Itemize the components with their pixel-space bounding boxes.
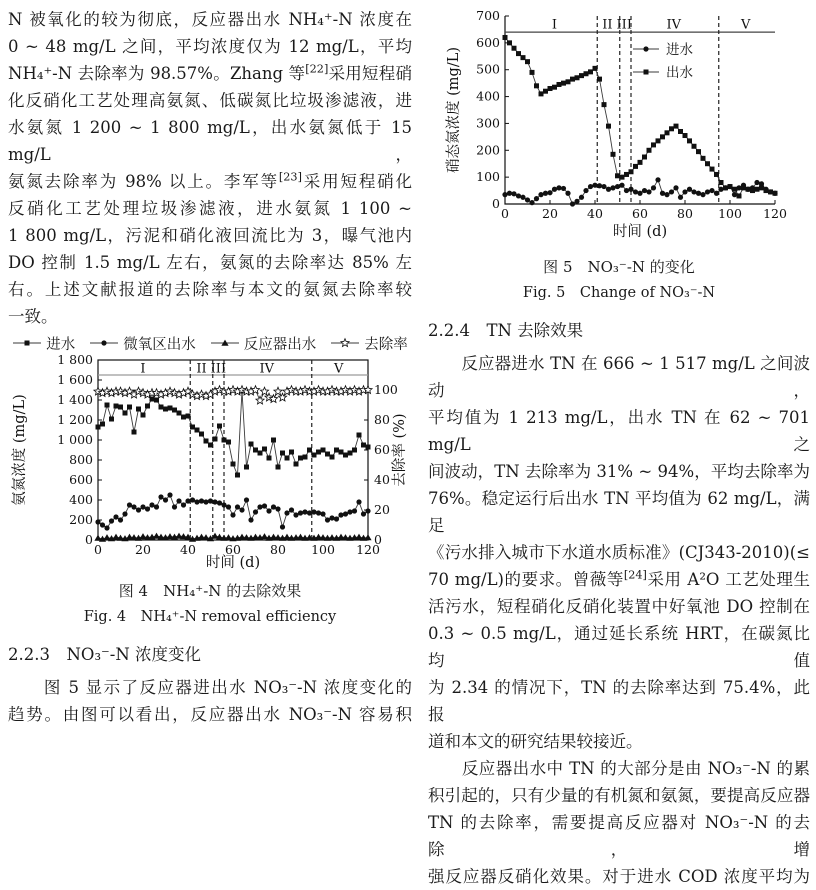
- figure4-caption-zh: 图 4 NH₄⁺-N 的去除效果: [118, 582, 302, 600]
- svg-text:出水: 出水: [666, 65, 693, 81]
- section-2-2-4-heading: 2.2.4 TN 去除效果: [428, 321, 584, 340]
- svg-text:硝态氮浓度 (mg/L): 硝态氮浓度 (mg/L): [446, 47, 462, 173]
- body-paragraph-no3: [8, 674, 412, 728]
- svg-text:0: 0: [501, 206, 509, 221]
- square-marker-icon: [12, 337, 42, 349]
- text-line: 为 2.34 的情况下，TN 的去除率达到 75.4%，此报: [428, 678, 810, 724]
- text-line: 强反应器反硝化效果。对于进水 COD 浓度平均为: [428, 867, 810, 886]
- text-line: 0 ~ 48 mg/L 之间，平均浓度仅为 12 mg/L，平均: [8, 37, 412, 56]
- svg-text:II: II: [602, 17, 613, 33]
- svg-text:20: 20: [135, 542, 151, 557]
- text-line: 氨氮去除率为 98% 以上。李军等[23]采用短程硝化: [8, 170, 412, 191]
- figure4-legend: [8, 334, 412, 352]
- legend-label: 反应器出水: [243, 336, 317, 353]
- figure-5: [428, 6, 810, 304]
- figure-4: [8, 334, 412, 628]
- text-line: 趋势。由图可以看出，反应器出水 NO₃⁻-N 容易积: [8, 705, 412, 724]
- svg-text:40: 40: [180, 542, 196, 557]
- svg-text:去除率 (%): 去除率 (%): [392, 413, 408, 487]
- text-line: 反应器进水 TN 在 666 ~ 1 517 mg/L 之间波动，: [428, 354, 810, 400]
- svg-text:40: 40: [587, 206, 603, 221]
- text-line: 反硝化工艺处理垃圾渗滤液，进水氨氮 1 100 ~: [8, 199, 412, 218]
- svg-text:700: 700: [476, 8, 500, 23]
- svg-text:80: 80: [270, 542, 286, 557]
- legend-item: [210, 333, 317, 354]
- svg-text:1 600: 1 600: [57, 372, 93, 387]
- figure5-caption-zh: 图 5 NO₃⁻-N 的变化: [543, 258, 695, 276]
- svg-text:120: 120: [356, 542, 380, 557]
- body-paragraph-tn-2: [428, 755, 810, 890]
- text-line: 活污水，短程硝化反硝化装置中好氧池 DO 控制在: [428, 597, 810, 616]
- svg-text:1 000: 1 000: [57, 432, 93, 447]
- svg-text:I: I: [551, 17, 558, 33]
- text-line: 平均值为 1 213 mg/L，出水 TN 在 62 ~ 701 mg/L 之: [428, 408, 810, 454]
- svg-text:IV: IV: [666, 17, 682, 33]
- svg-text:60: 60: [632, 206, 648, 221]
- svg-text:400: 400: [69, 492, 93, 507]
- svg-text:800: 800: [69, 452, 93, 467]
- svg-text:100: 100: [374, 382, 398, 397]
- star-marker-icon: [330, 337, 360, 349]
- svg-text:0: 0: [374, 532, 382, 547]
- figure5-chart: [428, 6, 810, 252]
- text-line: 70 mg/L)的要求。曾薇等[24]采用 A²O 工艺处理生: [428, 568, 810, 589]
- legend-item: [330, 333, 408, 354]
- svg-text:20: 20: [374, 502, 390, 517]
- svg-text:1 400: 1 400: [57, 392, 93, 407]
- text-line: 水氨氮 1 200 ~ 1 800 mg/L，出水氨氮低于 15 mg/L，: [8, 118, 412, 164]
- svg-text:时间 (d): 时间 (d): [612, 224, 668, 240]
- svg-text:120: 120: [763, 206, 787, 221]
- svg-text:氨氮浓度 (mg/L): 氨氮浓度 (mg/L): [12, 394, 28, 506]
- text-line: 右。上述文献报道的去除率与本文的氨氮去除率较: [8, 280, 412, 299]
- svg-text:V: V: [741, 17, 751, 33]
- text-line: 间波动，TN 去除率为 31% ~ 94%，平均去除率为: [428, 462, 810, 481]
- circle-marker-icon: [89, 337, 119, 349]
- section-2-2-3-heading: 2.2.3 NO₃⁻-N 浓度变化: [8, 645, 202, 664]
- svg-text:III: III: [616, 17, 632, 33]
- left-column: [8, 6, 412, 728]
- svg-text:60: 60: [225, 542, 241, 557]
- text-line: 《污水排入城市下水道水质标准》(CJ343-2010)(≤: [428, 543, 810, 562]
- figure4-caption-en: Fig. 4 NH₄⁺-N removal efficiency: [83, 609, 337, 625]
- svg-text:1 200: 1 200: [57, 412, 93, 427]
- legend-item: [12, 333, 75, 354]
- text-line: 积引起的，只有少量的有机氮和氨氮，要提高反应器: [428, 786, 810, 805]
- svg-text:600: 600: [69, 472, 93, 487]
- figure4-chart: [8, 352, 412, 576]
- svg-text:200: 200: [476, 142, 500, 158]
- svg-text:0: 0: [85, 532, 93, 547]
- svg-text:0: 0: [492, 196, 500, 211]
- svg-text:500: 500: [476, 61, 500, 77]
- svg-text:200: 200: [69, 512, 93, 527]
- text-line: DO 控制 1.5 mg/L 左右，氨氮的去除率达 85% 左: [8, 253, 412, 272]
- svg-text:600: 600: [476, 34, 500, 50]
- legend-label: 微氧区出水: [123, 336, 196, 353]
- svg-text:V: V: [334, 361, 344, 377]
- text-line: 化反硝化工艺处理高氨氮、低碳氮比垃圾渗滤液，进: [8, 91, 412, 110]
- text-line: 道和本文的研究结果较接近。: [428, 732, 643, 751]
- svg-text:100: 100: [718, 206, 742, 221]
- body-paragraph-tn-1: [428, 350, 810, 755]
- svg-text:I: I: [140, 361, 146, 377]
- svg-text:40: 40: [374, 472, 390, 487]
- legend-label: 进水: [46, 336, 76, 353]
- text-line: 图 5 显示了反应器进出水 NO₃⁻-N 浓度变化的: [8, 678, 412, 697]
- text-line: 1 800 mg/L，污泥和硝化液回流比为 3，曝气池内: [8, 226, 412, 245]
- text-line: 76%。稳定运行后出水 TN 平均值为 62 mg/L，满足: [428, 489, 810, 535]
- svg-text:400: 400: [476, 88, 500, 104]
- figure5-caption-en: Fig. 5 Change of NO₃⁻-N: [522, 285, 716, 301]
- svg-text:80: 80: [374, 412, 390, 427]
- svg-text:80: 80: [677, 206, 693, 221]
- text-line: 0.3 ~ 0.5 mg/L，通过延长系统 HRT，在碳氮比均值: [428, 624, 810, 670]
- svg-text:进水: 进水: [666, 42, 693, 58]
- text-line: TN 的去除率，需要提高反应器对 NO₃⁻-N 的去除，增: [428, 813, 810, 859]
- svg-text:20: 20: [542, 206, 558, 221]
- body-paragraph-ammonia: [8, 6, 412, 330]
- svg-text:60: 60: [374, 442, 390, 457]
- svg-text:时间 (d): 时间 (d): [205, 555, 261, 571]
- triangle-marker-icon: [210, 337, 240, 349]
- svg-text:300: 300: [476, 115, 500, 131]
- text-line: 反应器出水中 TN 的大部分是由 NO₃⁻-N 的累: [428, 759, 810, 778]
- svg-text:100: 100: [311, 542, 335, 557]
- svg-text:III: III: [210, 361, 227, 377]
- text-line: 一致。: [8, 307, 58, 326]
- svg-text:100: 100: [476, 169, 500, 185]
- legend-label: 去除率: [364, 336, 408, 353]
- text-line: NH₄⁺-N 去除率为 98.57%。Zhang 等[22]采用短程硝: [8, 62, 413, 83]
- legend-item: [89, 333, 196, 354]
- svg-text:II: II: [196, 361, 207, 377]
- right-column: [428, 6, 810, 890]
- svg-text:1 800: 1 800: [57, 352, 93, 367]
- svg-text:IV: IV: [259, 361, 275, 377]
- text-line: N 被氧化的较为彻底，反应器出水 NH₄⁺-N 浓度在: [8, 10, 412, 29]
- svg-text:0: 0: [94, 542, 102, 557]
